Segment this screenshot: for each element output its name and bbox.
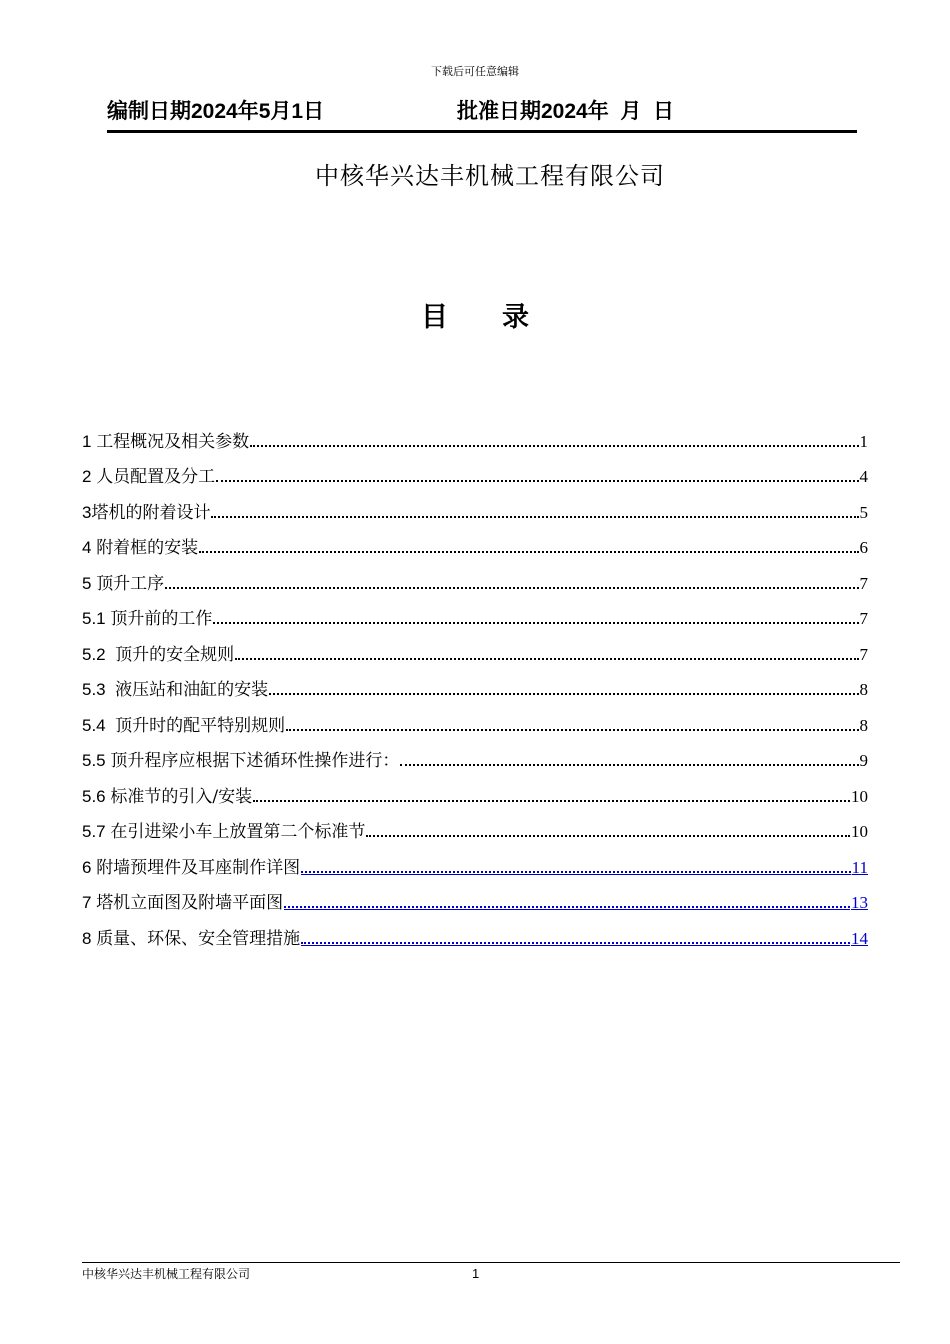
toc-leader <box>284 906 850 908</box>
toc-entry-page: 8 <box>859 715 868 735</box>
toc-entry-page: 5 <box>859 502 868 522</box>
toc-entry-title: 顶升工序 <box>96 573 165 594</box>
toc-leader <box>213 622 858 624</box>
toc-entry-title: 附墙预埋件及耳座制作详图 <box>96 857 301 878</box>
toc-leader <box>301 942 850 944</box>
toc-leader <box>199 551 858 553</box>
toc-entry-8-link[interactable] <box>82 913 868 949</box>
approved-date: 批准日期2024年 月 日 <box>457 100 675 123</box>
toc-entry-title: 塔机立面图及附墙平面图 <box>96 893 284 913</box>
toc-entry-number: 8 <box>82 928 97 948</box>
toc-entry-title: 标准节的引入/安装 <box>110 786 253 807</box>
toc-entry-page-link[interactable]: 11 <box>851 857 868 877</box>
toc-entry-page: 7 <box>859 609 868 628</box>
toc-entry-title: 附着框的安装 <box>96 538 199 558</box>
toc-entry-5-6[interactable] <box>82 771 868 807</box>
toc-entry-number: 5.4 <box>82 715 116 735</box>
toc-entry-page: 8 <box>859 680 868 699</box>
toc-leader <box>301 871 850 873</box>
toc-entry-5-4[interactable] <box>82 700 868 736</box>
toc-entry-title: 工程概况及相关参数 <box>96 431 250 452</box>
toc-heading <box>0 295 950 334</box>
toc-entry-title: 质量、环保、安全管理措施 <box>96 928 301 949</box>
toc-leader <box>165 587 858 589</box>
toc-entry-number: 4 <box>82 538 97 557</box>
toc-entry-number: 6 <box>82 857 97 877</box>
toc-leader <box>400 764 858 766</box>
toc-entry-title: 顶升程序应根据下述循环性操作进行： <box>110 751 400 771</box>
toc-entry-number: 5.7 <box>82 822 111 841</box>
toc-entry-number: 5.6 <box>82 786 111 806</box>
toc-entry-page-link[interactable]: 14 <box>851 928 868 948</box>
toc-leader <box>216 480 858 482</box>
toc-entry-5-3[interactable] <box>82 665 868 701</box>
table-of-contents <box>82 416 868 949</box>
toc-entry-number: 5.5 <box>82 751 111 770</box>
toc-entry-5-1[interactable] <box>82 594 868 630</box>
toc-entry-page: 1 <box>859 431 868 451</box>
download-note: 下载后可任意编辑 <box>431 65 519 78</box>
toc-entry-number: 5.2 <box>82 644 116 664</box>
toc-leader <box>211 516 858 518</box>
toc-leader <box>250 445 858 447</box>
footer-page-number: 1 <box>472 1266 480 1281</box>
toc-entry-title: 顶升时的配平特别规则 <box>115 715 286 736</box>
toc-entry-title: 塔机的附着设计 <box>91 502 211 523</box>
toc-entry-page: 4 <box>859 467 868 486</box>
toc-entry-3[interactable] <box>82 487 868 523</box>
toc-entry-page: 9 <box>859 751 868 770</box>
toc-entry-page: 7 <box>859 644 868 664</box>
toc-entry-5[interactable] <box>82 558 868 594</box>
toc-heading-char-2: 录 <box>502 302 529 333</box>
toc-entry-number: 1 <box>82 431 97 451</box>
toc-entry-2[interactable] <box>82 452 868 488</box>
compiled-date: 编制日期2024年5月1日 <box>107 100 325 123</box>
toc-entry-number: 5.3 <box>82 680 116 699</box>
toc-entry-4[interactable] <box>82 523 868 559</box>
toc-entry-page: 10 <box>851 822 868 841</box>
toc-leader <box>235 658 858 660</box>
toc-entry-page: 7 <box>859 573 868 593</box>
toc-entry-number: 3 <box>82 502 92 522</box>
toc-entry-5-7[interactable] <box>82 807 868 843</box>
toc-entry-title: 人员配置及分工 <box>96 467 216 487</box>
toc-leader <box>253 800 850 802</box>
toc-entry-7-link[interactable] <box>82 878 868 914</box>
header-divider <box>107 130 857 133</box>
toc-entry-5-5[interactable] <box>82 736 868 772</box>
footer-company: 中核华兴达丰机械工程有限公司 <box>82 1267 251 1281</box>
toc-entry-number: 7 <box>82 893 97 912</box>
toc-entry-number: 2 <box>82 467 97 486</box>
toc-entry-page: 10 <box>851 786 868 806</box>
toc-entry-number: 5 <box>82 573 97 593</box>
company-name: 中核华兴达丰机械工程有限公司 <box>315 162 665 190</box>
toc-entry-page: 6 <box>859 538 868 557</box>
toc-leader <box>366 835 850 837</box>
toc-entry-title: 顶升前的工作 <box>110 609 213 629</box>
toc-entry-title: 顶升的安全规则 <box>115 644 235 665</box>
toc-leader <box>286 729 858 731</box>
toc-entry-number: 5.1 <box>82 609 111 628</box>
toc-entry-page-link[interactable]: 13 <box>851 893 868 912</box>
toc-entry-6-link[interactable] <box>82 842 868 878</box>
toc-entry-title: 液压站和油缸的安装 <box>115 680 269 700</box>
toc-leader <box>269 693 858 695</box>
toc-entry-title: 在引进梁小车上放置第二个标准节 <box>110 822 366 842</box>
footer-divider <box>82 1262 900 1263</box>
toc-heading-char-1: 目 <box>421 302 448 333</box>
date-row <box>107 95 857 125</box>
toc-entry-5-2[interactable] <box>82 629 868 665</box>
toc-entry-1[interactable] <box>82 416 868 452</box>
